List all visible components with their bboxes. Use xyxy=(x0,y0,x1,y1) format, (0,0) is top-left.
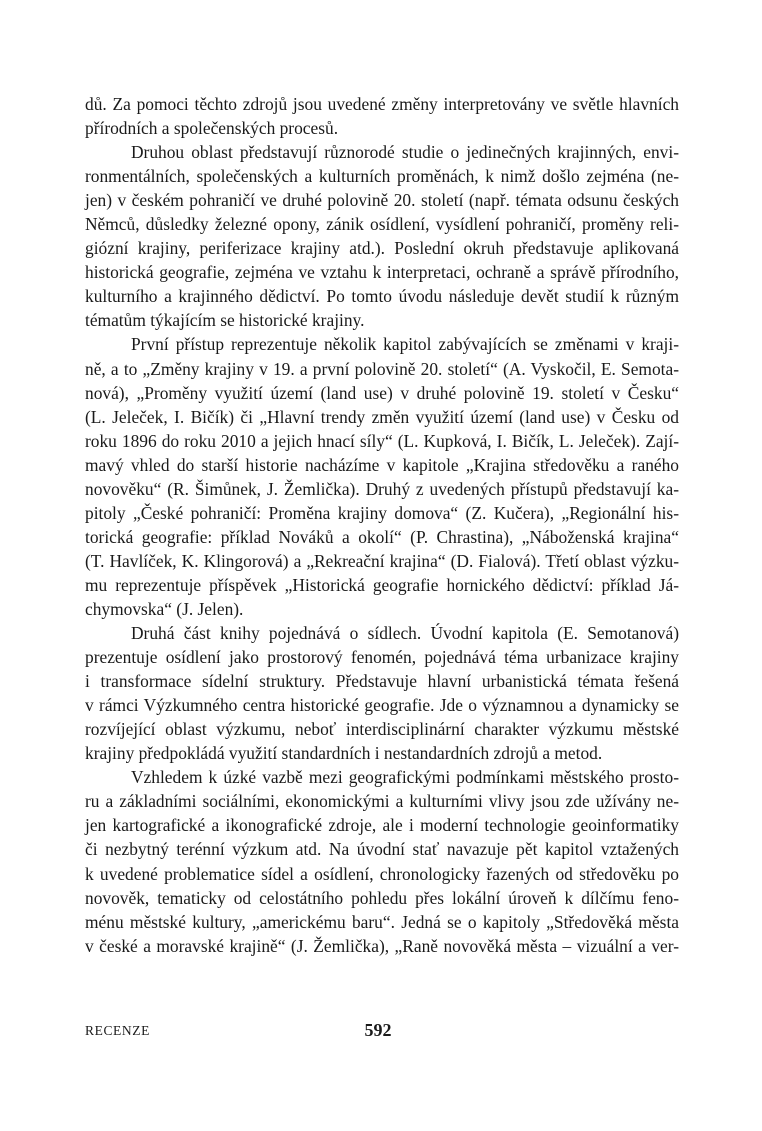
text-line: Druhá část knihy pojednává o sídlech. Úvodní kapitola (E. Semotanová) xyxy=(131,623,679,644)
text-line: (T. Havlíček, K. Klingorová) a „Rekreační krajina“ (D. Fialová). Třetí oblast výzku- xyxy=(85,550,679,571)
text-line: historická geografie, zejména ve vztahu k interpretaci, ochraně a správě přírodního, xyxy=(85,262,679,283)
text-line: novověk, tematicky od celostátního pohledu přes lokální úroveň k dílčímu feno- xyxy=(85,887,679,908)
page-number: 592 xyxy=(364,1020,392,1040)
text-line: mavý vhled do starší historie nacházíme v kapitole „Krajina středověku a raného xyxy=(85,454,679,475)
text-line: dů. Za pomoci těchto zdrojů jsou uvedené změny interpretovány ve světle hlavních xyxy=(85,94,679,114)
text-line: roku 1896 do roku 2010 a jejich hnací síly“ (L. Kupková, I. Bičík, L. Jeleček). Zají- xyxy=(85,430,679,451)
text-line: jen kartografické a ikonografické zdroje, ale i moderní technologie geoinformatiky xyxy=(85,815,679,836)
text-line: (L. Jeleček, I. Bičík) či „Hlavní trendy změn využití území (land use) v Česku od xyxy=(85,406,679,427)
text-line: torická geografie: příklad Nováků a okolí“ (P. Chrastina), „Náboženská krajina“ xyxy=(85,526,679,547)
running-footer-label: RECENZE xyxy=(85,1023,150,1038)
text-line: nová), „Proměny využití území (land use) v druhé polovině 19. století v Česku“ xyxy=(85,382,679,403)
text-line: chymovska“ (J. Jelen). xyxy=(85,598,244,619)
text-line: prezentuje osídlení jako prostorový fenomén, pojednává téma urbanizace krajiny xyxy=(85,647,679,668)
text-line: ru a základními sociálními, ekonomickými a kulturními vlivy jsou zde užívány ne- xyxy=(85,791,679,812)
text-line: kulturního a krajinného dědictví. Po tomto úvodu následuje devět studií k různým xyxy=(85,286,679,307)
text-line: Němců, důsledky železné opony, zánik osídlení, vysídlení pohraničí, proměny reli- xyxy=(85,214,679,235)
text-line: Vzhledem k úzké vazbě mezi geografickými podmínkami městského prosto- xyxy=(131,767,679,788)
page-body xyxy=(85,92,679,958)
text-line: ménu městské kultury, „americkému baru“. Jedná se o kapitoly „Středověká města xyxy=(85,911,679,932)
text-line: novověku“ (R. Šimůnek, J. Žemlička). Druhý z uvedených přístupů představují ka- xyxy=(85,478,679,499)
text-line: v rámci Výzkumného centra historické geografie. Jde o významnou a dynamicky se xyxy=(85,695,679,716)
text-line: k uvedené problematice sídel a osídlení, chronologicky řazených od středověku po xyxy=(85,863,679,884)
text-line: První přístup reprezentuje několik kapitol zabývajících se změnami v kraji- xyxy=(131,334,679,355)
text-line: mu reprezentuje příspěvek „Historická geografie hornického dědictví: příklad Já- xyxy=(85,574,679,595)
text-line: i transformace sídelní struktury. Představuje hlavní urbanistická témata řešená xyxy=(85,671,679,692)
text-line: jen) v českém pohraničí ve druhé polovině 20. století (např. témata odsunu českých xyxy=(85,190,679,211)
text-line: tématům týkajícím se historické krajiny. xyxy=(85,310,365,331)
text-line: pitoly „České pohraničí: Proměna krajiny domova“ (Z. Kučera), „Regionální his- xyxy=(85,502,679,523)
text-line: giózní krajiny, periferizace krajiny atd.). Poslední okruh představuje aplikovaná xyxy=(85,238,679,259)
text-line: Druhou oblast představují různorodé studie o jedinečných krajinných, envi- xyxy=(131,142,679,163)
text-line: krajiny předpokládá využití standardních i nestandardních zdrojů a metod. xyxy=(85,743,603,764)
text-line: ronmentálních, společenských a kulturních proměnách, k nimž došlo zejména (ne- xyxy=(85,166,679,187)
text-line: či nezbytný terénní výzkum atd. Na úvodní stať navazuje pět kapitol vztažených xyxy=(85,839,679,860)
text-line: v české a moravské krajině“ (J. Žemlička), „Raně novověká města – vizuální a ver- xyxy=(85,935,679,956)
text-line: rozvíjející oblast výzkumu, neboť interdisciplinární charakter výzkumu městské xyxy=(85,719,679,740)
text-line: ně, a to „Změny krajiny v 19. a první polovině 20. století“ (A. Vyskočil, E. Semota- xyxy=(85,358,679,379)
text-line: přírodních a společenských procesů. xyxy=(85,118,339,139)
